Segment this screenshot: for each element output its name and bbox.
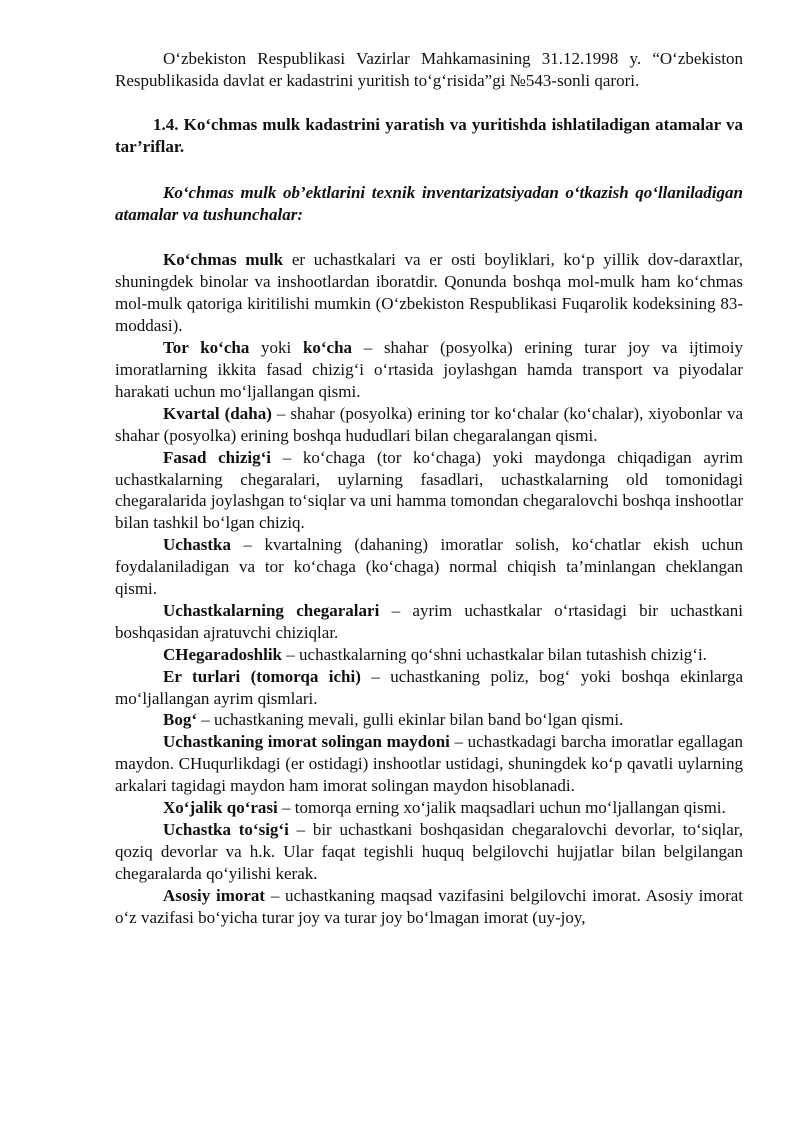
- section-heading: 1.4. Ko‘chmas mulk kadastrini yaratish va yuritishda ishlatiladigan atamalar va tar’riflar.: [115, 114, 743, 156]
- definition-paragraph: [115, 819, 743, 885]
- definition-term: Kvartal (daha): [163, 403, 272, 423]
- subheading: Ko‘chmas mulk ob’ektlarini texnik inventarizatsiyadan o‘tkazish qo‘llaniladigan atamalar va tushunchalar:: [115, 182, 743, 224]
- definition-term: Ko‘chmas mulk: [163, 250, 284, 270]
- definition-text: – uchastkaning maqsad vazifasini belgilovchi imorat. Asosiy imorat o‘z vazifasi bo‘yicha turar joy va turar joy bo‘lmagan imorat (uy-joy,: [115, 885, 743, 927]
- definition-text: – uchastkaning mevali, gulli ekinlar bilan band bo‘lgan qismi.: [197, 710, 624, 730]
- definition-term: Uchastka: [163, 535, 232, 555]
- definition-paragraph: [115, 644, 743, 666]
- definition-paragraph: [115, 337, 743, 403]
- definition-text: – ko‘chaga (tor ko‘chaga) yoki maydonga chiqadigan ayrim uchastkalarning chegaralari, uylarning fasadlari, uchastkalarning old tomonidagi chegaralarida joylashgan to‘siqlar va uni hamma tomondan chegaralovchi boshqa inshootlar bilan tashkil bo‘lgan chiziq.: [115, 447, 743, 533]
- definition-paragraph: [115, 534, 743, 600]
- definition-connector: yoki: [249, 338, 303, 358]
- definition-paragraph: [115, 666, 743, 710]
- document-page: [115, 48, 743, 929]
- definition-text: er uchastkalari va er osti boyliklari, ko‘p yillik dov-daraxtlar, shuningdek binolar va inshootlardan iboratdir. Qonunda boshqa mol-mulk ham ko‘chmas mol-mulk qatoriga kiritilishi mumkin (O‘zbekiston Respublikasi Fuqarolik kodeksining 83-moddasi).: [115, 250, 743, 336]
- definition-text: – uchastkadagi barcha imoratlar egallagan maydon. CHuqurlikdagi (er ostidagi) inshootlar ustidagi, shuningdek ko‘p qavatli uylarning arkalari tagidagi maydon ham imorat solingan maydon hisoblanadi.: [115, 732, 743, 796]
- definition-paragraph: [115, 709, 743, 731]
- definition-paragraph: [115, 600, 743, 644]
- definition-text: – shahar (posyolka) erining turar joy va ijtimoiy imoratlarning ikkita fasad chizig‘i o‘rtasida joylashgan hamda transport va piyodalar harakati uchun mo‘ljallangan qismi.: [115, 338, 743, 401]
- definition-paragraph: [115, 403, 743, 447]
- definition-text: – bir uchastkani boshqasidan chegaralovchi devorlar, to‘siqlar, qoziq devorlar va h.k. Ular faqat tegishli huquq belgilovchi hujjatlar bilan belgilangan chegaralarda qo‘yilishi kerak.: [115, 820, 743, 883]
- definition-term: Asosiy imorat: [163, 885, 266, 905]
- definition-term: Uchastkalarning chegaralari: [163, 600, 380, 620]
- definition-term: Er turlari (tomorqa ichi): [163, 666, 361, 686]
- definition-paragraph: [115, 731, 743, 797]
- definition-paragraph: [115, 797, 743, 819]
- definition-text: – uchastkalarning qo‘shni uchastkalar bilan tutashish chizig‘i.: [282, 644, 707, 664]
- definition-text: – shahar (posyolka) erining tor ko‘chalar (ko‘chalar), xiyobonlar va shahar (posyolka) erining boshqa hududlari bilan chegaralangan qismi.: [115, 403, 743, 445]
- definition-term: Uchastka to‘sig‘i: [163, 820, 289, 839]
- definition-paragraph: [115, 447, 743, 535]
- definition-term: Fasad chizig‘i: [163, 447, 272, 467]
- definition-term: Tor ko‘cha: [163, 338, 250, 358]
- definition-text: – kvartalning (dahaning) imoratlar solish, ko‘chatlar ekish uchun foydalaniladigan va tor ko‘chaga (ko‘chaga) normal chiqish ta’minlangan cheklangan qismi.: [115, 535, 743, 599]
- definition-text: – tomorqa erning xo‘jalik maqsadlari uchun mo‘ljallangan qismi.: [277, 798, 726, 818]
- definition-paragraph: [115, 885, 743, 929]
- definition-text: – uchastkaning poliz, bog‘ yoki boshqa ekinlarga mo‘ljallangan ayrim qismlari.: [115, 666, 744, 708]
- definition-term-alt: ko‘cha: [302, 338, 353, 358]
- definition-term: Xo‘jalik qo‘rasi: [163, 798, 278, 818]
- definition-text: – ayrim uchastkalar o‘rtasidagi bir uchastkani boshqasidan ajratuvchi chiziqlar.: [115, 600, 743, 642]
- definition-term: Uchastkaning imorat solingan maydoni: [163, 732, 450, 752]
- intro-paragraph: O‘zbekiston Respublikasi Vazirlar Mahkamasining 31.12.1998 y. “O‘zbekiston Respublikasida davlat er kadastrini yuritish to‘g‘risida”gi №543-sonli qarori.: [115, 49, 743, 90]
- definition-term: CHegaradoshlik: [163, 644, 283, 664]
- definition-paragraph: [115, 249, 743, 337]
- definition-term: Bog‘: [163, 710, 197, 730]
